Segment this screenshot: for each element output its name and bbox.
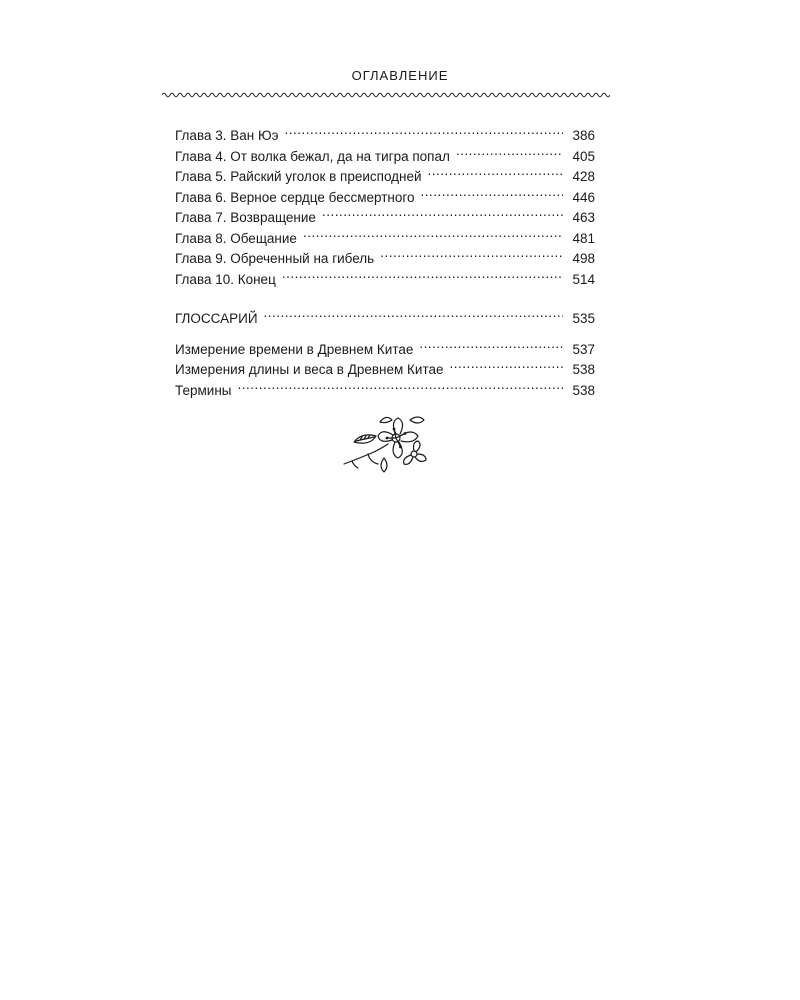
dot-leader	[421, 182, 563, 202]
glossary-entry-page: 538	[572, 382, 595, 398]
glossary-entry-title: Термины	[175, 382, 232, 398]
dot-leader	[380, 243, 563, 263]
toc-entry-page: 514	[572, 271, 595, 287]
dot-leader	[322, 202, 563, 222]
glossary-entry-page: 537	[572, 341, 595, 357]
toc-entry-page: 463	[572, 210, 595, 225]
toc-entry-title: Глава 4. От волка бежал, да на тигра попал	[175, 148, 450, 164]
dot-leader	[450, 354, 564, 374]
chapter-list	[175, 120, 595, 287]
wavy-divider-icon	[162, 90, 610, 100]
glossary-entry-title: Измерение времени в Древнем Китае	[175, 341, 414, 357]
toc-entry[interactable]	[175, 120, 595, 141]
toc-entry-title: Глава 7. Возвращение	[175, 210, 316, 225]
dot-leader	[419, 334, 563, 354]
toc-entry-title: Глава 5. Райский уголок в преисподней	[175, 169, 422, 184]
glossary-entry[interactable]	[175, 375, 595, 396]
toc-entry-title: Глава 8. Обещание	[175, 230, 297, 246]
toc-entry-page: 428	[572, 169, 595, 184]
page-title: ОГЛАВЛЕНИЕ	[351, 68, 449, 83]
toc-entry-title: Глава 10. Конец	[175, 271, 276, 287]
glossary-title: ГЛОССАРИЙ	[175, 311, 258, 326]
dot-leader	[284, 120, 563, 140]
dot-leader	[303, 223, 563, 243]
toc-entry-page: 405	[572, 148, 595, 164]
dot-leader	[264, 303, 563, 323]
toc-entry-page: 481	[572, 230, 595, 246]
glossary-entry-page: 538	[572, 362, 595, 377]
toc-entry-title: Глава 9. Обреченный на гибель	[175, 251, 375, 266]
dot-leader	[456, 141, 563, 161]
glossary-entry[interactable]	[175, 334, 595, 355]
toc-entry-page: 446	[572, 189, 595, 205]
toc-entry-page: 386	[572, 128, 595, 143]
dot-leader	[282, 264, 563, 284]
glossary-entry-title: Измерения длины и веса в Древнем Китае	[175, 362, 444, 377]
glossary-heading-entry[interactable]	[175, 303, 595, 324]
dot-leader	[428, 161, 563, 181]
dot-leader	[238, 375, 564, 395]
toc-entry-page: 498	[572, 251, 595, 266]
toc-entry-title: Глава 6. Верное сердце бессмертного	[175, 189, 415, 205]
flower-branch-icon	[340, 408, 432, 480]
glossary-section	[175, 303, 595, 398]
toc-entry-title: Глава 3. Ван Юэ	[175, 128, 279, 143]
glossary-page: 535	[572, 311, 595, 326]
